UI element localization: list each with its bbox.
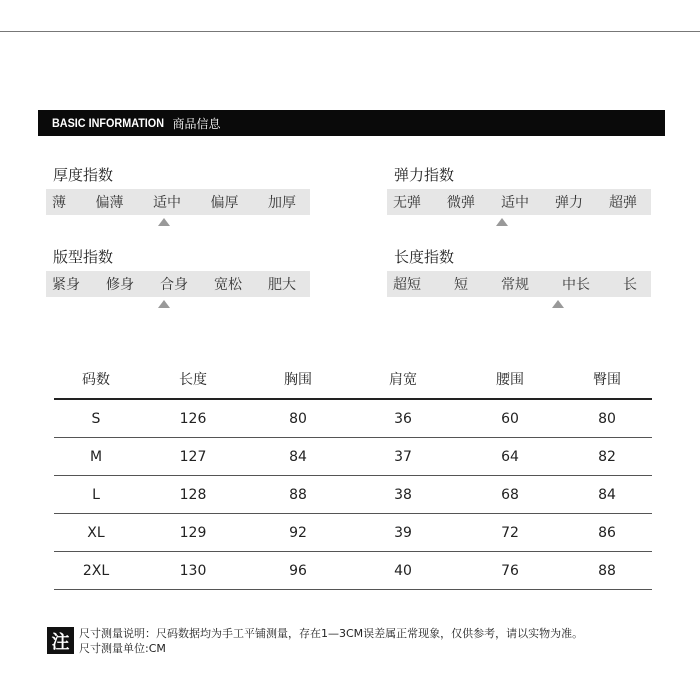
note-badge: 注 bbox=[47, 627, 74, 654]
table-cell: 82 bbox=[598, 448, 616, 465]
fit-index-scale bbox=[46, 271, 310, 297]
table-cell: M bbox=[89, 448, 103, 465]
fit-option: 肥大 bbox=[268, 277, 296, 293]
size-table-header bbox=[54, 360, 652, 400]
table-cell: 128 bbox=[179, 486, 207, 503]
table-cell: 96 bbox=[289, 562, 307, 579]
length-option: 超短 bbox=[393, 277, 421, 293]
column-header-length: 长度 bbox=[179, 372, 207, 388]
elasticity-index-title: 弹力指数 bbox=[394, 166, 455, 184]
thickness-option: 偏厚 bbox=[210, 195, 239, 211]
table-cell: 86 bbox=[598, 524, 616, 541]
note-line-2: 尺寸测量单位:CM bbox=[79, 642, 166, 655]
table-cell: 72 bbox=[501, 524, 519, 541]
note-line-1: 尺寸测量说明：尺码数据均为手工平铺测量，存在1—3CM误差属正常现象，仅供参考，请以实物为准。 bbox=[79, 627, 584, 640]
fit-option-selected: 合身 bbox=[160, 277, 188, 293]
table-cell: 92 bbox=[289, 524, 307, 541]
length-option: 短 bbox=[454, 277, 468, 293]
table-cell: 130 bbox=[179, 562, 207, 579]
table-cell: 68 bbox=[501, 486, 519, 503]
header-title-en: BASIC INFORMATION bbox=[52, 116, 164, 130]
table-cell: 80 bbox=[289, 410, 307, 427]
table-cell: 88 bbox=[289, 486, 307, 503]
fit-option: 宽松 bbox=[214, 277, 242, 293]
thickness-option: 偏薄 bbox=[95, 195, 124, 211]
length-selected-marker-icon bbox=[552, 300, 564, 308]
top-divider bbox=[0, 31, 700, 32]
thickness-index bbox=[46, 165, 310, 215]
elasticity-index bbox=[387, 165, 651, 215]
table-cell: 2XL bbox=[82, 562, 110, 579]
fit-index-title: 版型指数 bbox=[53, 248, 114, 266]
table-row bbox=[54, 552, 652, 590]
table-cell: 84 bbox=[598, 486, 616, 503]
elasticity-option: 微弹 bbox=[447, 195, 475, 211]
table-row bbox=[54, 476, 652, 514]
table-cell: 39 bbox=[394, 524, 412, 541]
thickness-index-scale bbox=[46, 189, 310, 215]
table-cell: S bbox=[91, 410, 101, 427]
thickness-index-title: 厚度指数 bbox=[53, 166, 114, 184]
table-cell: 64 bbox=[501, 448, 519, 465]
elasticity-option: 无弹 bbox=[393, 195, 421, 211]
thickness-option: 薄 bbox=[52, 195, 66, 211]
elasticity-selected-marker-icon bbox=[496, 218, 508, 226]
table-cell: 60 bbox=[501, 410, 519, 427]
table-cell: 127 bbox=[179, 448, 207, 465]
section-header bbox=[38, 110, 665, 136]
table-cell: XL bbox=[87, 524, 105, 541]
size-table bbox=[54, 360, 652, 590]
length-option: 常规 bbox=[501, 277, 529, 293]
length-index-scale bbox=[387, 271, 651, 297]
elasticity-option: 弹力 bbox=[555, 195, 583, 211]
table-cell: 126 bbox=[179, 410, 207, 427]
elasticity-index-scale bbox=[387, 189, 651, 215]
length-index-title: 长度指数 bbox=[394, 248, 455, 266]
fit-selected-marker-icon bbox=[158, 300, 170, 308]
header-title-cn: 商品信息 bbox=[172, 116, 221, 131]
elasticity-option-selected: 适中 bbox=[501, 195, 529, 211]
column-header-waist: 腰围 bbox=[496, 372, 524, 388]
table-cell: 36 bbox=[394, 410, 412, 427]
measurement-note bbox=[47, 626, 583, 656]
table-cell: 40 bbox=[394, 562, 412, 579]
table-cell: 84 bbox=[289, 448, 307, 465]
column-header-hip: 臀围 bbox=[593, 372, 621, 388]
fit-option: 紧身 bbox=[52, 277, 80, 293]
table-cell: 129 bbox=[179, 524, 207, 541]
table-cell: L bbox=[92, 486, 100, 503]
elasticity-option: 超弹 bbox=[609, 195, 637, 211]
table-row bbox=[54, 514, 652, 552]
note-text bbox=[79, 626, 583, 656]
table-cell: 88 bbox=[598, 562, 616, 579]
table-row bbox=[54, 438, 652, 476]
table-cell: 38 bbox=[394, 486, 412, 503]
thickness-option-selected: 适中 bbox=[153, 195, 181, 211]
column-header-size: 码数 bbox=[82, 372, 110, 388]
thickness-selected-marker-icon bbox=[158, 218, 170, 226]
table-row bbox=[54, 400, 652, 438]
table-cell: 37 bbox=[394, 448, 412, 465]
thickness-option: 加厚 bbox=[268, 195, 296, 211]
table-cell: 80 bbox=[598, 410, 616, 427]
length-option: 长 bbox=[623, 277, 637, 293]
column-header-chest: 胸围 bbox=[284, 372, 312, 388]
column-header-shoulder: 肩宽 bbox=[389, 372, 417, 388]
length-option-selected: 中长 bbox=[562, 277, 590, 293]
table-cell: 76 bbox=[501, 562, 519, 579]
fit-index bbox=[46, 247, 310, 297]
fit-option: 修身 bbox=[106, 277, 134, 293]
length-index bbox=[387, 247, 651, 297]
